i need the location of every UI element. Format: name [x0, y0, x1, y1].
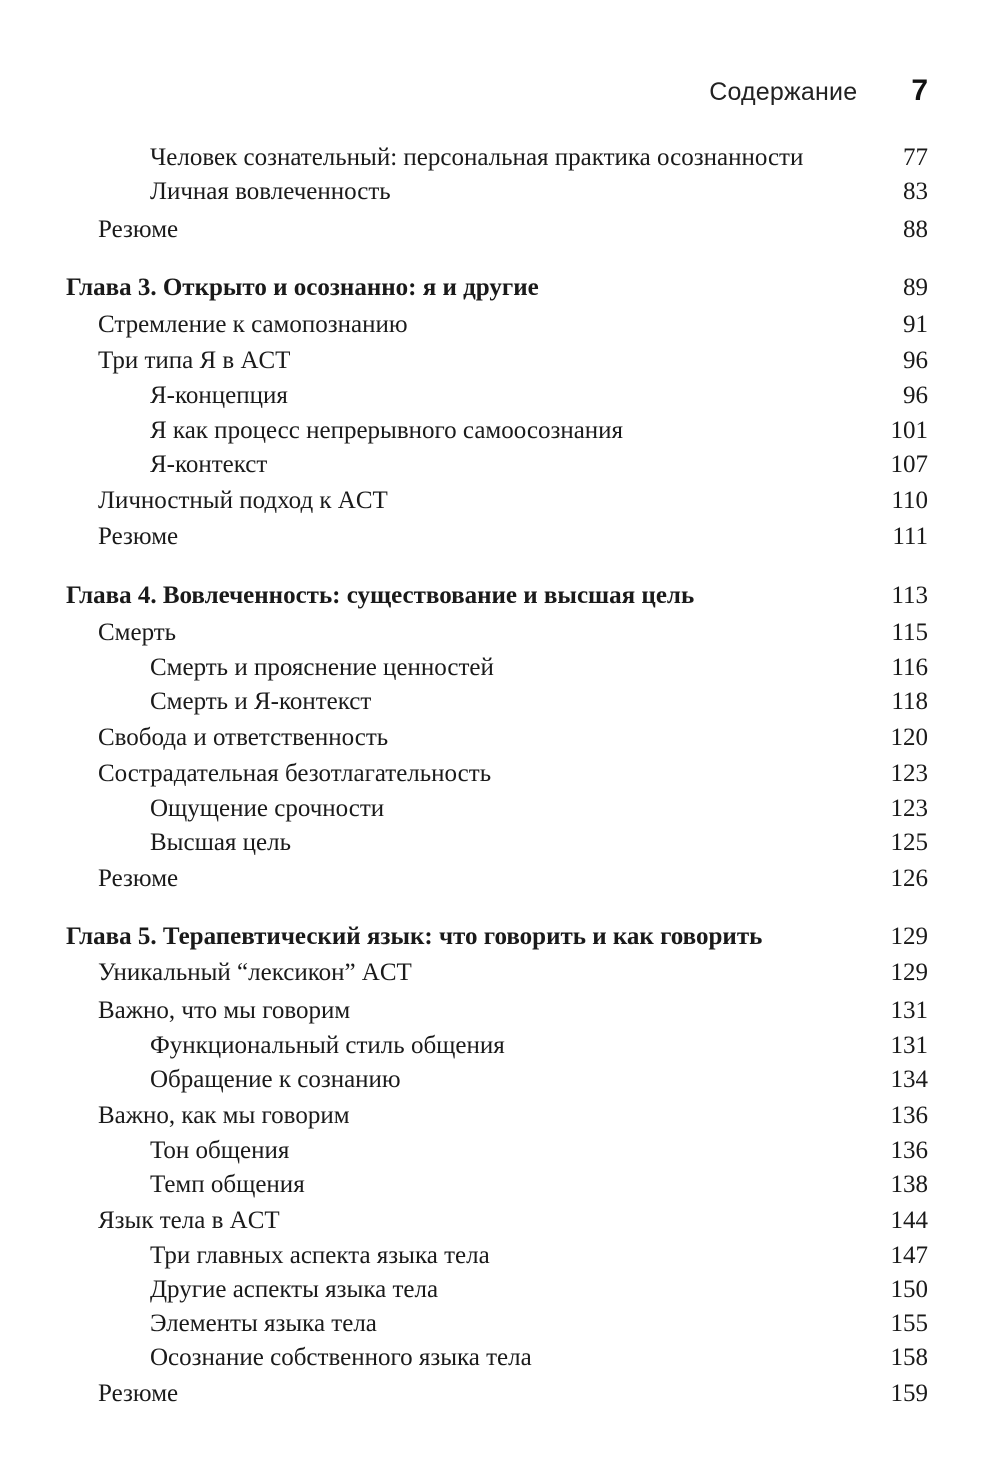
- toc-section-entry: [0, 720, 1000, 756]
- toc-entry-page: 136: [890, 1102, 928, 1129]
- toc-subsection-entry: [0, 447, 1000, 483]
- toc-entry-page: 111: [892, 523, 928, 550]
- toc-entry-title: Осознание собственного языка тела: [150, 1344, 532, 1371]
- toc-section-entry: [0, 519, 1000, 555]
- toc-entry-title: Резюме: [98, 216, 179, 243]
- toc-entry-page: 96: [903, 347, 928, 374]
- toc-chapter-entry: [0, 919, 1000, 955]
- toc-entry-page: 96: [903, 382, 928, 409]
- toc-entry-page: 83: [903, 178, 928, 205]
- toc-entry-title: Три типа Я в ACT: [98, 347, 291, 374]
- toc-subsection-entry: [0, 174, 1000, 210]
- toc-entry-page: 123: [890, 795, 928, 822]
- toc-entry-page: 150: [890, 1276, 928, 1303]
- toc-entry-page: 89: [903, 274, 928, 301]
- toc-entry-title: Три главных аспекта языка тела: [150, 1242, 490, 1269]
- toc-entry-page: 129: [890, 923, 928, 950]
- toc-entry-title: Личная вовлеченность: [150, 178, 391, 205]
- toc-section-entry: [0, 483, 1000, 519]
- toc-entry-title: Резюме: [98, 865, 179, 892]
- toc-section-entry: [0, 1098, 1000, 1134]
- toc-entry-page: 136: [890, 1137, 928, 1164]
- toc-entry-title: Личностный подход к ACT: [98, 487, 388, 514]
- toc-section-entry: [0, 955, 1000, 991]
- toc-entry-page: 155: [890, 1310, 928, 1337]
- running-title: Содержание: [709, 78, 858, 106]
- toc-entry-title: Обращение к сознанию: [150, 1066, 401, 1093]
- toc-entry-title: Глава 4. Вовлеченность: существование и высшая цель: [66, 582, 695, 609]
- toc-entry-page: 126: [890, 865, 928, 892]
- toc-entry-title: Высшая цель: [150, 829, 292, 856]
- toc-entry-page: 110: [891, 487, 928, 514]
- toc-entry-page: 107: [890, 451, 928, 478]
- toc-entry-page: 115: [891, 619, 928, 646]
- toc-subsection-entry: [0, 1340, 1000, 1376]
- page-number: 7: [911, 74, 928, 107]
- toc-subsection-entry: [0, 1028, 1000, 1064]
- toc-entry-page: 158: [890, 1344, 928, 1371]
- toc-entry-title: Другие аспекты языка тела: [150, 1276, 439, 1303]
- toc-subsection-entry: [0, 684, 1000, 720]
- toc-subsection-entry: [0, 378, 1000, 414]
- toc-entry-title: Важно, как мы говорим: [98, 1102, 350, 1129]
- toc-entry-title: Глава 3. Открыто и осознанно: я и другие: [66, 274, 539, 301]
- toc-section-entry: [0, 307, 1000, 343]
- toc-entry-title: Ощущение срочности: [150, 795, 385, 822]
- toc-entry-title: Важно, что мы говорим: [98, 997, 351, 1024]
- toc-entry-title: Человек сознательный: персональная практика осознанности: [150, 144, 804, 171]
- toc-entry-title: Тон общения: [150, 1137, 290, 1164]
- toc-subsection-entry: [0, 1167, 1000, 1203]
- toc-subsection-entry: [0, 1238, 1000, 1274]
- toc-entry-page: 77: [903, 144, 928, 171]
- toc-section-entry: [0, 756, 1000, 792]
- toc-subsection-entry: [0, 140, 1000, 176]
- toc-entry-page: 129: [890, 959, 928, 986]
- toc-entry-title: Смерть и Я-контекст: [150, 688, 372, 715]
- toc-subsection-entry: [0, 413, 1000, 449]
- toc-section-entry: [0, 615, 1000, 651]
- toc-section-entry: [0, 212, 1000, 248]
- toc-entry-page: 147: [890, 1242, 928, 1269]
- toc-entry-page: 134: [890, 1066, 928, 1093]
- toc-entry-title: Смерть: [98, 619, 177, 646]
- toc-entry-title: Я как процесс непрерывного самоосознания: [150, 417, 624, 444]
- toc-subsection-entry: [0, 1133, 1000, 1169]
- toc-entry-page: 88: [903, 216, 928, 243]
- toc-entry-title: Я-концепция: [150, 382, 288, 409]
- toc-chapter-entry: [0, 578, 1000, 614]
- toc-entry-page: 118: [891, 688, 928, 715]
- toc-section-entry: [0, 1203, 1000, 1239]
- toc-entry-page: 125: [890, 829, 928, 856]
- toc-section-entry: [0, 993, 1000, 1029]
- toc-entry-page: 144: [890, 1207, 928, 1234]
- toc-subsection-entry: [0, 825, 1000, 861]
- toc-entry-title: Резюме: [98, 1380, 179, 1407]
- toc-entry-title: Язык тела в ACT: [98, 1207, 280, 1234]
- toc-entry-page: 159: [890, 1380, 928, 1407]
- toc-entry-title: Сострадательная безотлагательность: [98, 760, 492, 787]
- toc-entry-title: Элементы языка тела: [150, 1310, 377, 1337]
- toc-entry-title: Темп общения: [150, 1171, 305, 1198]
- toc-entry-page: 131: [890, 997, 928, 1024]
- toc-section-entry: [0, 1376, 1000, 1412]
- toc-section-entry: [0, 861, 1000, 897]
- toc-entry-page: 116: [891, 654, 928, 681]
- toc-entry-title: Функциональный стиль общения: [150, 1032, 505, 1059]
- toc-entry-title: Стремление к самопознанию: [98, 311, 408, 338]
- toc-entry-title: Свобода и ответственность: [98, 724, 389, 751]
- toc-subsection-entry: [0, 1272, 1000, 1308]
- toc-section-entry: [0, 343, 1000, 379]
- toc-entry-page: 113: [891, 582, 928, 609]
- toc-subsection-entry: [0, 1306, 1000, 1342]
- toc-entry-title: Уникальный “лексикон” ACT: [98, 959, 412, 986]
- toc-entry-title: Смерть и прояснение ценностей: [150, 654, 494, 681]
- toc-subsection-entry: [0, 1062, 1000, 1098]
- toc-entry-page: 91: [903, 311, 928, 338]
- toc-entry-title: Резюме: [98, 523, 179, 550]
- toc-entry-page: 123: [890, 760, 928, 787]
- toc-entry-page: 131: [890, 1032, 928, 1059]
- toc-subsection-entry: [0, 650, 1000, 686]
- toc-entry-title: Я-контекст: [150, 451, 268, 478]
- running-head: [709, 74, 928, 108]
- toc-chapter-entry: [0, 270, 1000, 306]
- toc-entry-page: 120: [890, 724, 928, 751]
- toc-entry-page: 138: [890, 1171, 928, 1198]
- toc-entry-page: 101: [890, 417, 928, 444]
- toc-subsection-entry: [0, 791, 1000, 827]
- toc-entry-title: Глава 5. Терапевтический язык: что говорить и как говорить: [66, 923, 763, 950]
